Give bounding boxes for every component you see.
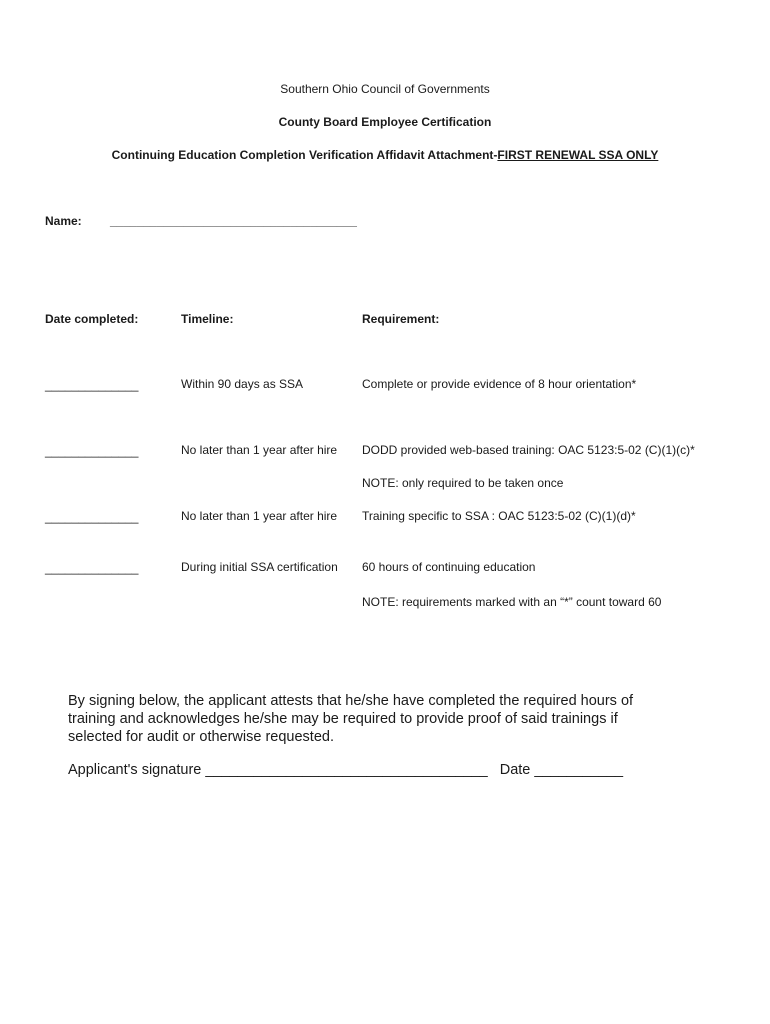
date-label: Date — [499, 762, 531, 778]
date-input-line[interactable]: ___________ — [534, 762, 624, 778]
name-label: Name: — [45, 214, 82, 228]
timeline-row-1: Within 90 days as SSA — [181, 377, 304, 391]
header-date-completed: Date completed: — [45, 312, 139, 326]
timeline-row-4: During initial SSA certification — [181, 560, 338, 574]
date-completed-line-4[interactable]: ______________ — [45, 561, 139, 575]
requirement-row-2: DODD provided web-based training: OAC 5123:5-02 (C)(1)(c)* — [362, 443, 695, 457]
requirement-row-3: Training specific to SSA : OAC 5123:5-02 (C)(1)(d)* — [362, 509, 636, 523]
subtitle-emphasis: FIRST RENEWAL SSA ONLY — [497, 148, 659, 162]
signature-input-line[interactable]: ___________________________________ — [205, 762, 488, 778]
header-timeline: Timeline: — [181, 312, 234, 326]
date-completed-line-2[interactable]: ______________ — [45, 444, 139, 458]
header-requirement: Requirement: — [362, 312, 440, 326]
subtitle-prefix: Continuing Education Completion Verification Affidavit Attachment- — [111, 148, 498, 162]
name-input-line[interactable]: _____________________________________ — [110, 214, 357, 228]
requirement-note-row-2: NOTE: only required to be taken once — [362, 476, 564, 490]
attestation-text: By signing below, the applicant attests that he/she have completed the required hours of training and acknowledges he/she may be required to provide proof of said trainings if selected for audit or otherwise requested. — [68, 693, 634, 745]
date-completed-line-1[interactable]: ______________ — [45, 378, 139, 392]
requirement-row-4: 60 hours of continuing education — [362, 560, 536, 574]
signature-label: Applicant's signature — [68, 762, 202, 778]
requirement-row-1: Complete or provide evidence of 8 hour orientation* — [362, 377, 637, 391]
timeline-row-2: No later than 1 year after hire — [181, 443, 338, 457]
timeline-row-3: No later than 1 year after hire — [181, 509, 338, 523]
date-completed-line-3[interactable]: ______________ — [45, 510, 139, 524]
signature-line — [68, 762, 623, 778]
requirement-note-row-4: NOTE: requirements marked with an “*” count toward 60 — [362, 595, 662, 609]
document-subtitle — [0, 148, 770, 162]
org-name: Southern Ohio Council of Governments — [280, 82, 490, 96]
document-title: County Board Employee Certification — [278, 115, 492, 129]
